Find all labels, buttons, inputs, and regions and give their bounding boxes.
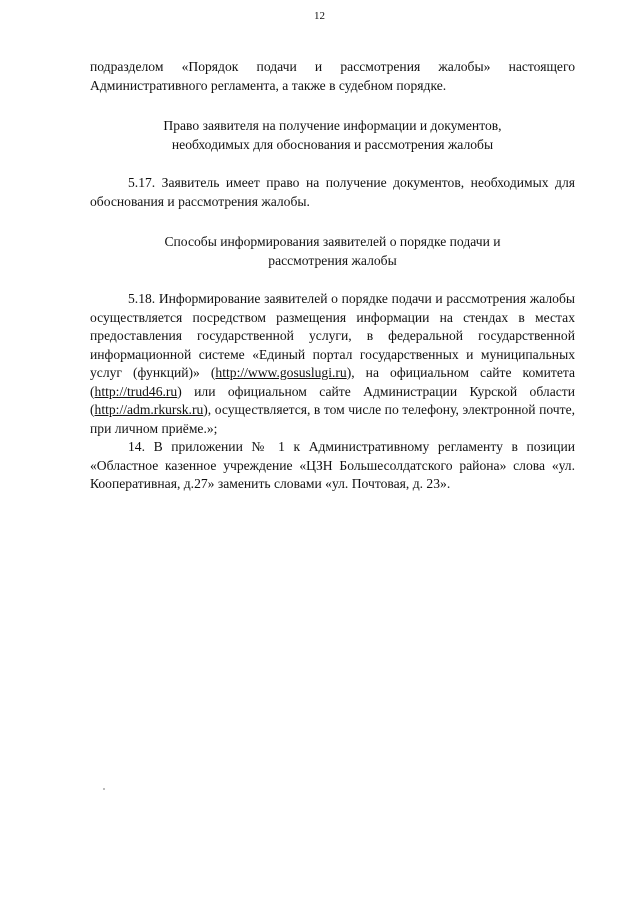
paragraph-5-18-text-2: ), на официальном сайте комитета ( (90, 365, 576, 399)
adm-rkursk-link[interactable]: http://adm.rkursk.ru (94, 402, 204, 417)
paragraph-5-18-text-1: 5.18. Информирование заявителей о порядке подачи и рассмотрения жалобы осуществляется посредством размещения информации на стендах в местах предоставления государственной услуги, в федеральной государственной информационной системе «Единый портал государственных и муниципальных услуг (функций)» ( (90, 291, 575, 380)
paragraph-5-18-text-4: ), осуществляется, в том числе по телефону, электронной почте, при личном приёме.»; (90, 402, 575, 436)
section-heading-right-to-information: Право заявителя на получение информации и документов, необходимых для обоснования и рассмотрения жалобы (163, 118, 502, 152)
section-heading-informing-methods: Способы информирования заявителей о порядке подачи и рассмотрения жалобы (164, 234, 501, 268)
paragraph-5-18-text-3: ) или официальном сайте Администрации Курской области ( (90, 383, 575, 417)
paragraph-5-17: 5.17. Заявитель имеет право на получение документов, необходимых для обоснования и рассмотрения жалобы. (90, 175, 575, 209)
paragraph-continuation: подразделом «Порядок подачи и рассмотрения жалобы» настоящего Административного регламента, а также в судебном порядке. (90, 59, 575, 93)
document-body (90, 58, 575, 494)
trud46-link[interactable]: http://trud46.ru (94, 383, 178, 399)
gosuslugi-link[interactable]: http://www.gosuslugi.ru (215, 365, 347, 380)
page-number: 12 (314, 10, 325, 22)
paragraph-5-18 (90, 290, 575, 438)
paragraph-item-14: 14. В приложении № 1 к Административному регламенту в позиции «Областное казенное учреждение «ЦЗН Большесолдатского района» слова «ул. Кооперативная, д.27» заменить словами «ул. Почтовая, д. 23». (90, 439, 575, 491)
scan-artifact (103, 788, 105, 790)
